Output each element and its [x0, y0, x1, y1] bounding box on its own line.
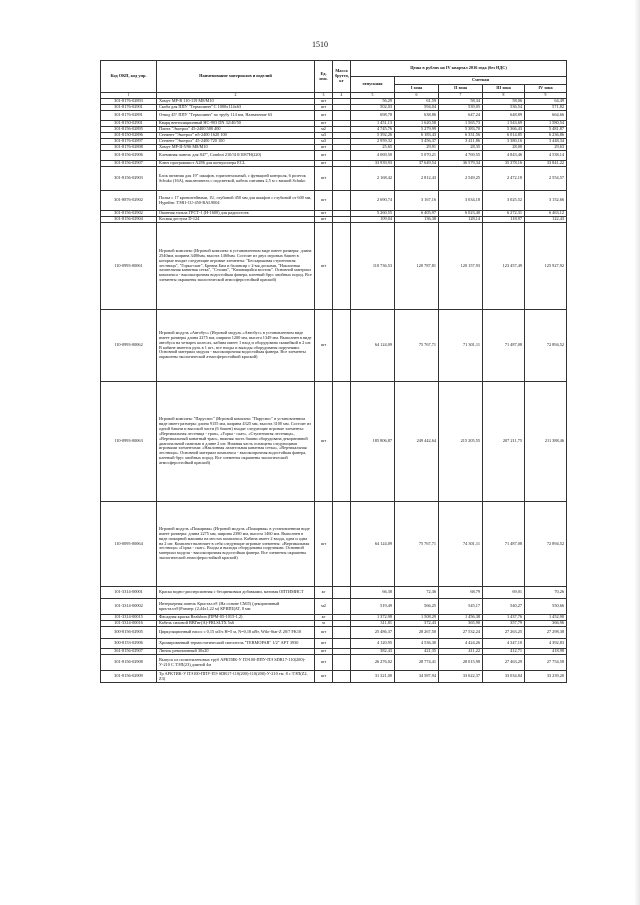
row-zone3-price: 1 437,76: [483, 615, 525, 621]
row-mass: [333, 382, 351, 502]
row-zone1-price: 75 767,71: [395, 310, 439, 382]
row-zone2-price: 36 579,34: [439, 161, 483, 167]
row-zone2-price: 4 424,26: [439, 639, 483, 649]
table-row: [101, 151, 567, 161]
row-name: Ключ программист A286 для контроллера ECL: [157, 161, 315, 167]
row-zone4-price: 6 236,86: [525, 133, 567, 139]
row-zone1-price: 1 620,58: [395, 121, 439, 127]
row-zone1-price: 638,86: [395, 111, 439, 121]
row-release-price: 382,43: [351, 649, 395, 655]
row-unit: кг: [315, 615, 333, 621]
row-code: 101-3314-00016: [101, 621, 157, 627]
row-code: 301-8156-02904: [101, 217, 157, 223]
row-unit: м2: [315, 127, 333, 133]
row-zone1-price: 2 812,43: [395, 167, 439, 191]
row-unit: шт: [315, 121, 333, 127]
row-unit: м2: [315, 599, 333, 615]
row-mass: [333, 599, 351, 615]
row-mass: [333, 167, 351, 191]
row-zone2-price: 1 456,38: [439, 615, 483, 621]
row-name: Игровой модуль «Автобус» (Игровой модуль «Автобус» в установленном виде имеет размеры длина 2275 мм, ширина 1200 мм, высота 1349 мм. Выполнен в виде автобуса на четырех колесах, кабина имеет 1 вход и оборудована скамейкой в 2 шт. В кабине имеется руль в 1 шт., все входы и выходы оборудованы поручнями. Основной материал модуля - высокопрочная водостойкая фанера. Все элементы окрашены экологической атмосферостойкой краской): [157, 310, 315, 382]
row-zone1-price: 34 587,94: [395, 671, 439, 683]
row-zone2-price: 71 301,11: [439, 310, 483, 382]
row-release-price: 5 392,26: [351, 133, 395, 139]
row-mass: [333, 587, 351, 599]
row-zone3-price: 71 487,08: [483, 310, 525, 382]
row-zone1-price: 72,36: [395, 587, 439, 599]
col-number: 7: [439, 93, 483, 99]
row-zone3-price: 35 378,16: [483, 161, 525, 167]
row-release-price: 185 806,87: [351, 382, 395, 502]
row-zone2-price: 545,17: [439, 599, 483, 615]
row-code: 301-8156-02906: [101, 151, 157, 161]
row-name: Краска водно-дисперсионная с бесцинковым добавками, матовая ОПТИМИСТ: [157, 587, 315, 599]
row-release-price: 33 939,93: [351, 161, 395, 167]
row-code: 300-8153-02906: [101, 639, 157, 649]
row-unit: шт: [315, 105, 333, 111]
row-zone4-price: 1 580,54: [525, 121, 567, 127]
row-release-price: 26 276,02: [351, 655, 395, 671]
row-zone1-price: 75 767,71: [395, 502, 439, 587]
row-unit: шт: [315, 211, 333, 217]
row-release-price: 31 321,00: [351, 671, 395, 683]
row-unit: шт: [315, 145, 333, 151]
row-zone3-price: 69,01: [483, 587, 525, 599]
row-mass: [333, 191, 351, 211]
row-zone4-price: 550,66: [525, 599, 567, 615]
header-estimate-group: Сметная: [395, 77, 567, 85]
table-row: [101, 599, 567, 615]
header-mass: Масса брутто, кг: [333, 61, 351, 93]
scan-edge-shadow: [634, 0, 640, 905]
row-unit: шт: [315, 671, 333, 683]
row-zone1-price: 5 070,21: [395, 151, 439, 161]
row-zone1-price: 28 774,41: [395, 655, 439, 671]
row-zone1-price: 5 279,99: [395, 127, 439, 133]
row-zone4-price: 33 239,20: [525, 671, 567, 683]
header-zone-3: III зона: [483, 85, 525, 93]
row-unit: шт: [315, 99, 333, 105]
row-code: 301-8150-02896: [101, 133, 157, 139]
col-number: 2: [157, 93, 315, 99]
row-name: Циркуляционный насос с 0,15 м3/ч Н=5 м, N=0,18 кВт, Wilo-Star-Z 20/7 FK10: [157, 627, 315, 639]
row-zone2-price: 128,14: [439, 217, 483, 223]
row-unit: шт: [315, 161, 333, 167]
row-zone4-price: 70,26: [525, 587, 567, 599]
row-zone3-price: 5 366,43: [483, 127, 525, 133]
row-zone2-price: 411,22: [439, 649, 483, 655]
row-name: Лючок ревизионный 30х20: [157, 649, 315, 655]
row-zone2-price: 3 034,18: [439, 191, 483, 211]
row-zone4-price: 5 481,87: [525, 127, 567, 133]
row-name: Отвод 45° ППУ "Термолинн" по трубу 114 мм, Назначение 63: [157, 111, 315, 121]
row-release-price: 4 069,50: [351, 151, 395, 161]
row-code: 301-8150-02901: [101, 121, 157, 127]
table-row: [101, 671, 567, 683]
col-number: 3: [315, 93, 333, 99]
row-release-price: 66,38: [351, 587, 395, 599]
row-code: 301-8156-02907: [101, 161, 157, 167]
row-zone4-price: 4 538,14: [525, 151, 567, 161]
page-number: 1510: [312, 40, 328, 49]
row-zone2-price: 4 769,55: [439, 151, 483, 161]
row-unit: м: [315, 621, 333, 627]
row-release-price: 2 690,74: [351, 191, 395, 211]
row-name: Хомут МР-II-5/96 М8/М10: [157, 145, 315, 151]
row-name: Оконная гильза ГРСТ-1 (Н-1600) для радиостоек: [157, 211, 315, 217]
row-code: 301-8176-02893: [101, 99, 157, 105]
row-unit: шт: [315, 502, 333, 587]
row-name: Интерьерная панель Кристалл® (На основе СМЛ) (декоративный кристалл®)Размер: (2,44х1,22 м) КРИПЦАТ, 8 мм: [157, 599, 315, 615]
row-zone2-price: 28,35: [439, 145, 483, 151]
row-zone4-price: 2 554,57: [525, 167, 567, 191]
row-code: 110-0993-00063: [101, 382, 157, 502]
row-zone1-price: 594,04: [395, 105, 439, 111]
row-zone1-price: 3 167,16: [395, 191, 439, 211]
row-release-price: 25 486,37: [351, 627, 395, 639]
row-zone4-price: 64,49: [525, 99, 567, 105]
row-unit: шт: [315, 151, 333, 161]
row-code: 101-3314-00015: [101, 615, 157, 621]
row-unit: шт: [315, 310, 333, 382]
row-unit: шт: [315, 111, 333, 121]
row-zone3-price: 357,79: [483, 621, 525, 627]
row-zone3-price: 27 263,25: [483, 627, 525, 639]
row-zone1-price: 6 183,43: [395, 133, 439, 139]
row-zone3-price: 4 347,10: [483, 639, 525, 649]
row-name: Косвая доступа D-124: [157, 217, 315, 223]
col-number: 9: [525, 93, 567, 99]
header-zone-4: IV зона: [525, 85, 567, 93]
row-code: 101-3314-00002: [101, 599, 157, 615]
row-zone4-price: 1 452,90: [525, 615, 567, 621]
row-zone2-price: 215 205,55: [439, 382, 483, 502]
row-name: Хромированный термостатический смеситель "TERMOPAR" 1/2" АРТ 3930: [157, 639, 315, 649]
header-release: отпускная: [351, 77, 395, 93]
row-mass: [333, 639, 351, 649]
row-zone3-price: 27 463,29: [483, 655, 525, 671]
row-code: 301-8876-02902: [101, 191, 157, 211]
row-name: Сегмент "Экотрол" н5-2400 1620 100: [157, 133, 315, 139]
row-name: Плита "Экотрол" 45-2400 580 400: [157, 127, 315, 133]
row-name: Тр АРКТИК-У ПЭ100-ППУ-ПЭ SDR17-110(200)-110(200)-У-210 тм. 8 с ТЭП(Z2, Z3): [157, 671, 315, 683]
table-row: [101, 655, 567, 671]
row-name: Блок питания для 19" шкафов, горизонтальный, с функцией контроля, 6 розеток Schuko (16А), выключатель с подсветкой, кабель питания 2,5 м с вилкой Schuko: [157, 167, 315, 191]
row-code: 301-8156-02909: [101, 671, 157, 683]
row-zone4-price: 125 927,92: [525, 223, 567, 310]
row-zone3-price: 648,89: [483, 111, 525, 121]
row-zone4-price: 6 463,12: [525, 211, 567, 217]
row-zone4-price: 3 448,34: [525, 139, 567, 145]
price-table: [100, 60, 567, 683]
row-zone2-price: 28 015,98: [439, 655, 483, 671]
row-unit: м3: [315, 133, 333, 139]
row-zone2-price: 539,05: [439, 105, 483, 111]
row-zone3-price: 123 457,49: [483, 223, 525, 310]
table-body: [101, 99, 567, 683]
header-zone-2: II зона: [439, 85, 483, 93]
row-zone1-price: 249 442,64: [395, 382, 439, 502]
row-release-price: 698,78: [351, 111, 395, 121]
row-name: Кварц вентиляционный НС-903 DN 32/40/50: [157, 121, 315, 127]
table-row: [101, 191, 567, 211]
row-zone1-price: 1 508,29: [395, 615, 439, 621]
col-number: 6: [395, 93, 439, 99]
row-zone4-price: 27 298,38: [525, 627, 567, 639]
row-zone2-price: 1 565,73: [439, 121, 483, 127]
row-code: 301-8156-02908: [101, 655, 157, 671]
row-zone2-price: 120 157,93: [439, 223, 483, 310]
row-zone1-price: 421,35: [395, 649, 439, 655]
row-zone2-price: 33 622,37: [439, 671, 483, 683]
row-unit: кг: [315, 587, 333, 599]
row-release-price: 311,81: [351, 621, 395, 627]
row-name: Полка с 17 кронштейнами, 1U, глубиной 450 мм для шкафов с глубиной от 600 мм, Нурейнс ТЭВ1-1U-450-RAL9004: [157, 191, 315, 211]
row-zone4-price: 366,96: [525, 621, 567, 627]
row-zone1-price: 372,43: [395, 621, 439, 627]
table-row: [101, 111, 567, 121]
row-release-price: 25,65: [351, 145, 395, 151]
row-zone4-price: 3 152,66: [525, 191, 567, 211]
header-name: Наименование материалов и изделий: [157, 61, 315, 93]
row-mass: [333, 151, 351, 161]
row-zone4-price: 122,43: [525, 217, 567, 223]
row-zone2-price: 27 532,24: [439, 627, 483, 639]
row-release-price: 5 260,55: [351, 211, 395, 217]
header-code: Код ОКП, код упр.: [101, 61, 157, 93]
row-zone4-price: 29,63: [525, 145, 567, 151]
row-zone3-price: 2 472,18: [483, 167, 525, 191]
row-release-price: 4 745,76: [351, 127, 395, 133]
row-zone3-price: 536,54: [483, 105, 525, 111]
row-zone2-price: 5 383,70: [439, 127, 483, 133]
row-code: 110-0993-00061: [101, 223, 157, 310]
table-row: [101, 223, 567, 310]
header-unit: Ед. изм.: [315, 61, 333, 93]
row-code: 101-3314-00001: [101, 587, 157, 599]
row-mass: [333, 627, 351, 639]
row-release-price: 56,29: [351, 99, 395, 105]
row-zone4-price: 72 894,52: [525, 310, 567, 382]
row-release-price: 502,03: [351, 105, 395, 111]
col-number: 4: [333, 93, 351, 99]
row-zone2-price: 68,79: [439, 587, 483, 599]
row-zone4-price: 571,82: [525, 105, 567, 111]
row-code: 110-0095-00064: [101, 502, 157, 587]
row-zone3-price: 3 025,52: [483, 191, 525, 211]
row-unit: шт: [315, 217, 333, 223]
row-mass: [333, 502, 351, 587]
row-zone1-price: 3 456,37: [395, 139, 439, 145]
row-mass: [333, 671, 351, 683]
row-release-price: 110 736,53: [351, 223, 395, 310]
row-zone2-price: 365,90: [439, 621, 483, 627]
row-name: Скоба для ППУ "Термолинн" С 1000х114х63: [157, 105, 315, 111]
row-name: Фасадная краска Realsbon (ПРМ-05-1015-1,2): [157, 615, 315, 621]
row-name: Клеммная панель для 847", Combot 210/310/1087H(220): [157, 151, 315, 161]
table-row: [101, 310, 567, 382]
row-unit: шт: [315, 223, 333, 310]
row-zone3-price: 412,71: [483, 649, 525, 655]
row-zone3-price: 118,97: [483, 217, 525, 223]
row-code: 301-8176-02891: [101, 111, 157, 121]
row-code: 301-8156-02902: [101, 211, 157, 217]
row-zone1-price: 6 405,97: [395, 211, 439, 217]
row-zone2-price: 2 549,25: [439, 167, 483, 191]
row-release-price: 109,04: [351, 217, 395, 223]
row-release-price: 519,49: [351, 599, 395, 615]
row-zone4-price: 27 754,58: [525, 655, 567, 671]
header-price-group: Цены в рублях на IV квартал 2016 года (без НДС): [351, 61, 567, 77]
row-name: Игровой модуль «Пожарная» (Игровой модуль «Пожарная» в установленном виде имеет размеры: длина 2275 мм, ширина 2380 мм, высота 1460 мм. Выполнен в виде пожарной машины на местах комплекса. Кабина имеет 2 входа, одна и одна на 2 шт. Комплект включает в себя следующие игровые элементы: «Вертикальная лестница» «Горка - скат». Входы и выходы оборудованы поручнями. Основной материал модуля - высокопрочная водостойкая фанера. Все элементы окрашены экологической атмосферостойкой краской): [157, 502, 315, 587]
row-unit: шт: [315, 639, 333, 649]
row-zone4-price: 33 841,22: [525, 161, 567, 167]
row-name: Игровой комплекс (Игровой комплекс в установленном виде имеет размеры: длина 2540мм, ширина 3480мм, высота 1460мм. Состоит из двух игровых башен в которые входят следующие игровые элементы: "Бесхарьковая ступенчатая лестница", "Горка-скат", Бревна Бим и балансир с 2-мя досками, "Наклонная лазательная канатная сетка", "Столик", "Качающийся мостик". Основной материал комплекса - высокопрочная водостойкая фанера, клееный брус хвойных пород. Все элементы окрашены экологической атмосферостойкой краской): [157, 223, 315, 310]
row-zone1-price: 37 649,54: [395, 161, 439, 167]
row-zone2-price: 3 411,86: [439, 139, 483, 145]
row-name: Выпуск из полиэтиленовых труб АРКТИК-У ПЭ100-ППУ-ПЭ SDR17-110(200)-У-210 С ТЭП(23) длиной 4м: [157, 655, 315, 671]
row-unit: шт: [315, 167, 333, 191]
row-release-price: 4 120,95: [351, 639, 395, 649]
col-number: 5: [351, 93, 395, 99]
header-zone-1: I зона: [395, 85, 439, 93]
row-zone3-price: 6 014,85: [483, 133, 525, 139]
row-zone3-price: 58,06: [483, 99, 525, 105]
row-release-price: 2 959,32: [351, 139, 395, 145]
row-code: 301-8176-02897: [101, 139, 157, 145]
row-unit: шт: [315, 382, 333, 502]
row-code: 301-8156-02903: [101, 167, 157, 191]
row-code: 300-8156-02905: [101, 627, 157, 639]
table-row: [101, 167, 567, 191]
row-zone2-price: 6 023,40: [439, 211, 483, 217]
col-number: 8: [483, 93, 525, 99]
row-unit: шт: [315, 649, 333, 655]
row-zone2-price: 6 331,56: [439, 133, 483, 139]
row-zone3-price: 6 272,31: [483, 211, 525, 217]
row-zone2-price: 74 301,11: [439, 502, 483, 587]
table-row: [101, 382, 567, 502]
row-mass: [333, 111, 351, 121]
row-name: Сегмент "Экотрол" 45-2400 720 100: [157, 139, 315, 145]
row-zone1-price: 28 267,50: [395, 627, 439, 639]
row-zone2-price: 647,24: [439, 111, 483, 121]
row-zone3-price: 28,00: [483, 145, 525, 151]
row-mass: [333, 310, 351, 382]
row-zone2-price: 58,34: [439, 99, 483, 105]
row-zone1-price: 136,38: [395, 217, 439, 223]
row-release-price: 64 124,09: [351, 502, 395, 587]
row-zone4-price: 418,98: [525, 649, 567, 655]
row-zone4-price: 72 894,52: [525, 502, 567, 587]
row-zone3-price: 3 380,16: [483, 139, 525, 145]
table-row: [101, 502, 567, 587]
row-unit: м3: [315, 139, 333, 145]
row-release-price: 64 124,09: [351, 310, 395, 382]
row-name: Игровой комплекс "Паруснос" (Игровой комплекс "Паруснос" в установленном виде имеет размеры: длина 9155 мм, ширина 4325 мм, высота 3100 мм. Состоит из одной башни и высокой части (6 башен) входят следующие игровые элементы: «Вертикальная лестница - трап», «Горка - скат», «Ступенчатая лестница», «Вертикальный канатный трап», нижняя часть башни оборудована декоративной диагональной панелью в длине 2 шт. Нижняя часть оснащена следующими игровыми элементами: «Наклонная лазательная канатная сетка», «Вертикальная лестница». Основной материал комплекса - высокопрочная водостойкая фанера, клееный брус хвойных пород. Все элементы окрашены экологической атмосферостойкой краской): [157, 382, 315, 502]
table-row: [101, 587, 567, 599]
row-zone1-price: 29,91: [395, 145, 439, 151]
row-zone4-price: 211 388,46: [525, 382, 567, 502]
row-zone1-price: 61,59: [395, 99, 439, 105]
row-zone1-price: 120 787,81: [395, 223, 439, 310]
table-header: [101, 61, 567, 99]
row-zone3-price: 1 543,69: [483, 121, 525, 127]
table-row: [101, 639, 567, 649]
row-code: 110-0993-00062: [101, 310, 157, 382]
col-number: 1: [101, 93, 157, 99]
row-unit: шт: [315, 627, 333, 639]
row-release-price: 1 372,98: [351, 615, 395, 621]
row-code: 361-8156-02907: [101, 649, 157, 655]
row-zone4-price: 4 392,83: [525, 639, 567, 649]
row-code: 301-8156-02895: [101, 127, 157, 133]
row-mass: [333, 655, 351, 671]
row-zone4-price: 664,66: [525, 111, 567, 121]
row-zone1-price: 4 536,30: [395, 639, 439, 649]
row-code: 301-8176-02901: [101, 105, 157, 111]
table-row: [101, 627, 567, 639]
row-unit: шт: [315, 655, 333, 671]
row-code: 301-8176-02898: [101, 145, 157, 151]
row-name: Хомут МР-R 110-119 M8/M10: [157, 99, 315, 105]
row-zone3-price: 207 211,75: [483, 382, 525, 502]
row-mass: [333, 223, 351, 310]
row-name: Кабель силовой ВВГнг(А)-FRLSLTX 5х6: [157, 621, 315, 627]
row-zone1-price: 566,25: [395, 599, 439, 615]
row-zone3-price: 4 843,46: [483, 151, 525, 161]
row-zone3-price: 33 034,84: [483, 671, 525, 683]
row-zone3-price: 540,27: [483, 599, 525, 615]
row-release-price: 2 168,42: [351, 167, 395, 191]
row-unit: шт: [315, 191, 333, 211]
row-release-price: 1 451,13: [351, 121, 395, 127]
row-zone3-price: 71 487,08: [483, 502, 525, 587]
